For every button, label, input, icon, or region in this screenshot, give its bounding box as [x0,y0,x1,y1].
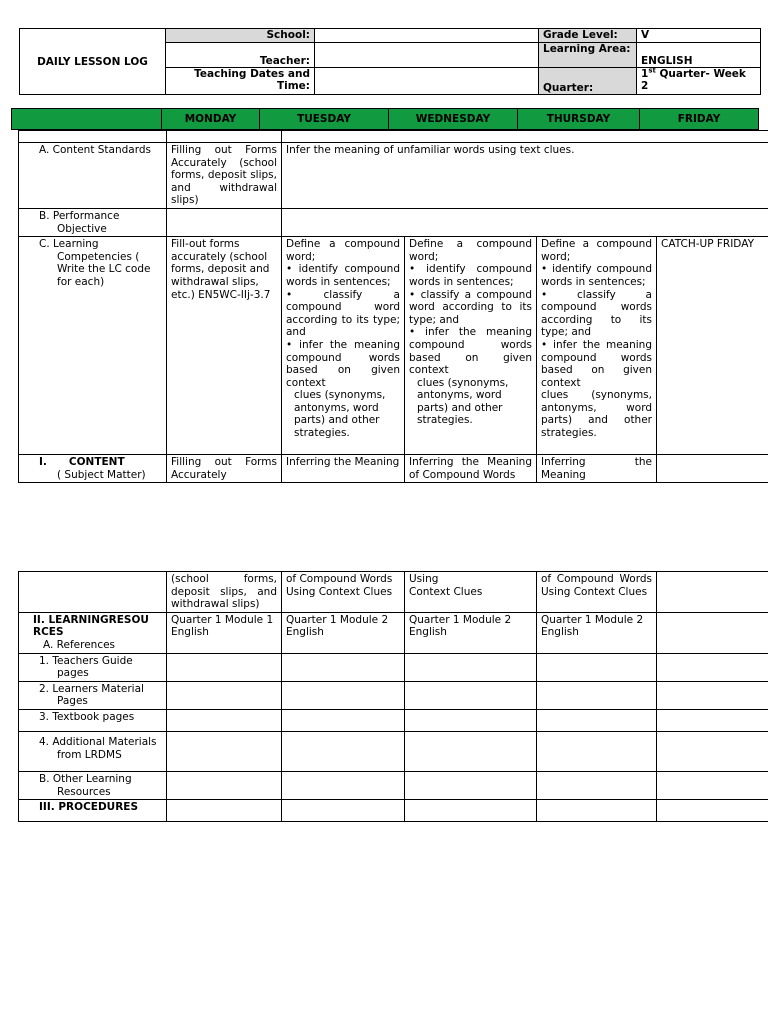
header-table [19,28,761,95]
content-label-text: CONTENT [68,456,125,469]
tg-friday [657,653,768,681]
content-label [19,455,167,483]
content-monday: Filling out Forms Accurately [167,455,282,483]
competencies-tuesday [282,237,405,455]
proc-thursday [537,800,657,822]
olr-tuesday [282,771,405,799]
content-wednesday: Inferring the Meaning of Compound Words [405,455,537,483]
quarter-label: Quarter: [539,68,637,95]
teacher-label: Teacher: [166,43,315,68]
am-wednesday [405,731,537,771]
grade-label: Grade Level: [539,29,637,43]
performance-objective-monday [167,208,282,236]
am-thursday [537,731,657,771]
competencies-friday: CATCH-UP FRIDAY [657,237,768,455]
am-friday [657,731,768,771]
tb-friday [657,709,768,731]
tg-tuesday [282,653,405,681]
day-wednesday: WEDNESDAY [389,109,518,130]
content-standards-label: A. Content Standards [19,143,167,209]
content-standards-week: Infer the meaning of unfamiliar words using text clues. [282,143,768,209]
olr-friday [657,771,768,799]
competencies-wednesday [405,237,537,455]
content-standards-monday: Filling out Forms Accurately (school forms, deposit slips, and withdrawal slips) [167,143,282,209]
module-monday: Quarter 1 Module 1 English [167,612,282,653]
learners-material-label: 2. Learners Material Pages [19,681,167,709]
quarter-num: 1 [641,68,649,80]
area-value: ENGLISH [637,43,761,68]
lesson-table-2 [18,571,768,822]
day-header-blank [12,109,162,130]
spacer-cell [282,131,768,143]
tg-thursday [537,653,657,681]
other-resources-label: B. Other Learning Resources [19,771,167,799]
content-label-num: I. [39,456,47,469]
spacer-cell [167,131,282,143]
lm-monday [167,681,282,709]
quarter-rest: Quarter- Week 2 [641,68,746,92]
am-tuesday [282,731,405,771]
learning-resources-title: II. LEARNINGRESOU RCES [33,613,149,639]
am-monday [167,731,282,771]
references-label: A. References [43,638,116,651]
quarter-sup: st [648,67,656,75]
olr-wednesday [405,771,537,799]
competencies-thursday: Define a compound word; • identify compound words in sentences; • classify a compound words according to its type; and • infer the meaning compound words based on given context clues (synonyms, antonyms, word parts) and other strategies. [537,237,657,455]
proc-monday [167,800,282,822]
content-cont-thursday: of Compound Words Using Context Clues [537,572,657,613]
lm-wednesday [405,681,537,709]
teacher-field[interactable] [315,43,539,68]
performance-objective-label: B. Performance Objective [19,208,167,236]
competencies-wednesday-tail: clues (synonyms, antonyms, word parts) and other strategies. [417,376,509,427]
content-cont-label [19,572,167,613]
olr-monday [167,771,282,799]
module-wednesday: Quarter 1 Module 2 English [405,612,537,653]
content-label-sub: ( Subject Matter) [57,468,146,481]
textbook-pages-label: 3. Textbook pages [19,709,167,731]
lm-tuesday [282,681,405,709]
tb-tuesday [282,709,405,731]
module-tuesday: Quarter 1 Module 2 English [282,612,405,653]
dates-label: Teaching Dates and Time: [166,68,315,95]
tb-monday [167,709,282,731]
content-cont-friday [657,572,768,613]
content-tuesday: Inferring the Meaning [282,455,405,483]
module-thursday: Quarter 1 Module 2 English [537,612,657,653]
area-label: Learning Area: [539,43,637,68]
grade-value: V [637,29,761,43]
tb-thursday [537,709,657,731]
content-cont-tuesday: of Compound Words Using Context Clues [282,572,405,613]
day-friday: FRIDAY [640,109,759,130]
content-cont-wednesday: Using Context Clues [405,572,537,613]
lm-friday [657,681,768,709]
procedures-label: III. PROCEDURES [19,800,167,822]
day-monday: MONDAY [162,109,260,130]
school-label: School: [166,29,315,43]
tg-monday [167,653,282,681]
competencies-monday: Fill-out forms accurately (school forms, deposit and withdrawal slips, etc.) EN5WC-IIj-3.7 [167,237,282,455]
learning-competencies-label: C. Learning Competencies ( Write the LC code for each) [19,237,167,455]
learning-resources-label [19,612,167,653]
day-header-row [11,108,759,130]
content-thursday: Inferring the Meaning [537,455,657,483]
competencies-wednesday-text: Define a compound word; • identify compound words in sentences; • classify a compound word according to its type; and • infer the meaning compound words based on given context [409,238,532,377]
olr-thursday [537,771,657,799]
proc-wednesday [405,800,537,822]
performance-objective-week [282,208,768,236]
tg-wednesday [405,653,537,681]
quarter-value [637,68,761,95]
competencies-tuesday-tail: clues (synonyms, antonyms, word parts) and other strategies. [294,389,386,440]
day-thursday: THURSDAY [518,109,640,130]
content-label-title [23,456,162,469]
lm-thursday [537,681,657,709]
teachers-guide-label: 1. Teachers Guide pages [19,653,167,681]
dates-field[interactable] [315,68,539,95]
proc-friday [657,800,768,822]
school-field[interactable] [315,29,539,43]
spacer-cell [19,131,167,143]
content-friday [657,455,768,483]
day-tuesday: TUESDAY [260,109,389,130]
tb-wednesday [405,709,537,731]
log-title: DAILY LESSON LOG [20,29,166,95]
module-friday [657,612,768,653]
competencies-tuesday-text: Define a compound word; • identify compound words in sentences; • classify a compound word according to its type; and • infer the meaning compound words based on given context [286,238,400,389]
additional-materials-label: 4. Additional Materials from LRDMS [19,731,167,771]
content-cont-monday: (school forms, deposit slips, and withdrawal slips) [167,572,282,613]
proc-tuesday [282,800,405,822]
lesson-table-1 [18,130,768,483]
